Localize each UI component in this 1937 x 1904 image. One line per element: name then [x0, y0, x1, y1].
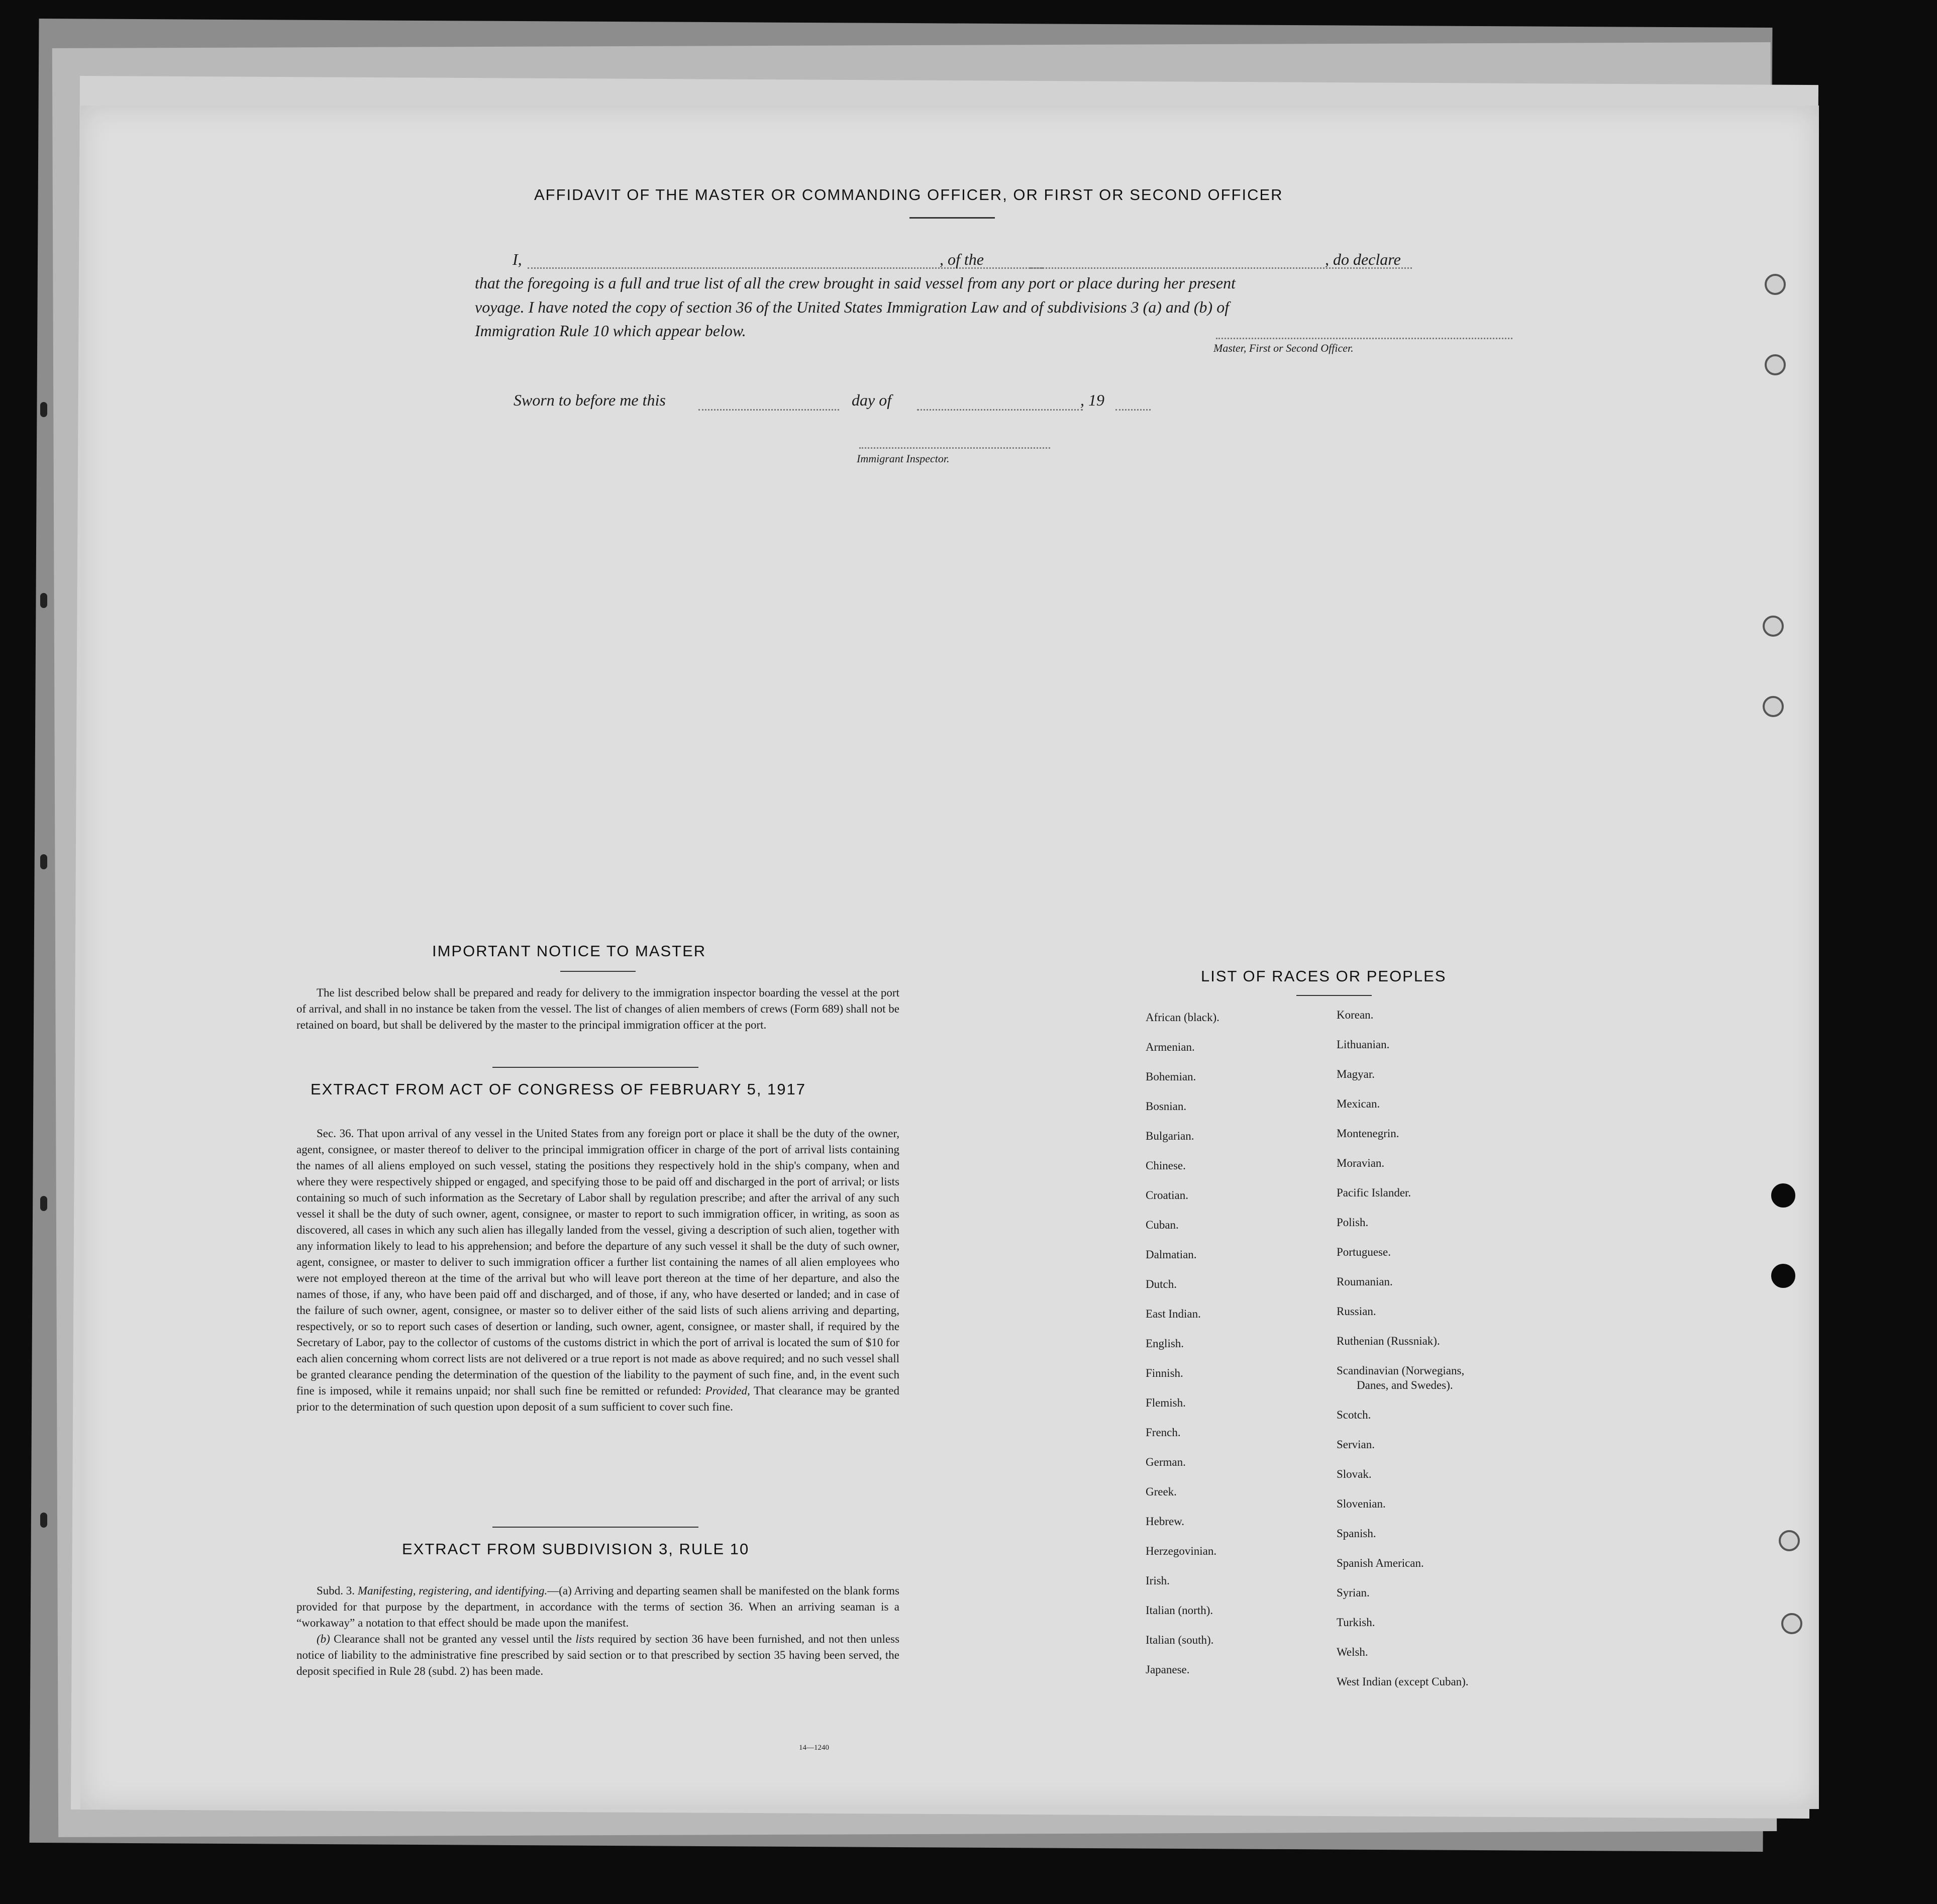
race-item: Spanish American.: [1337, 1557, 1424, 1569]
race-item: Dalmatian.: [1146, 1248, 1197, 1261]
rule-b-lists: lists: [575, 1633, 594, 1645]
affidavit-i-label: I,: [513, 250, 522, 268]
title-rule: [909, 217, 995, 219]
race-item: Italian (south).: [1146, 1634, 1214, 1646]
race-item: Portuguese.: [1337, 1246, 1391, 1258]
notice-rule: [560, 971, 636, 972]
signature-caption: Master, First or Second Officer.: [1213, 342, 1354, 354]
race-item: Polish.: [1337, 1216, 1369, 1229]
sec-body-end: That clearance may be granted prior to the determination of such question upon deposit of a sum sufficient to cover such fine.: [296, 1384, 900, 1413]
affidavit-title: AFFIDAVIT OF THE MASTER OR COMMANDING OFFICER, OR FIRST OR SECOND OFFICER: [534, 186, 1283, 204]
race-item: African (black).: [1146, 1011, 1219, 1024]
race-item: Cuban.: [1146, 1219, 1179, 1231]
race-item: Danes, and Swedes).: [1357, 1379, 1453, 1391]
rule-b-body-1: Clearance shall not be granted any vessel until the: [334, 1633, 572, 1645]
extract-act-text: [296, 1126, 899, 1415]
race-item: Lithuanian.: [1337, 1038, 1390, 1051]
race-item: German.: [1146, 1456, 1186, 1468]
binding-mark: [40, 854, 47, 869]
race-item: Roumanian.: [1337, 1275, 1393, 1288]
race-item: Russian.: [1337, 1305, 1376, 1318]
race-item: Korean.: [1337, 1009, 1374, 1021]
races-rule: [1296, 995, 1372, 996]
race-item: Montenegrin.: [1337, 1127, 1399, 1140]
races-left-column: [1146, 1003, 1219, 1684]
rule-b-label: (b): [317, 1633, 330, 1645]
race-item: Bulgarian.: [1146, 1130, 1194, 1142]
race-item: Bosnian.: [1146, 1100, 1187, 1113]
sworn-day-field[interactable]: [698, 409, 839, 411]
day-of-label: day of: [852, 391, 892, 409]
affidavit-line-2: that the foregoing is a full and true list of all the crew brought in said vessel from any port or place during her present: [475, 274, 1236, 292]
form-number: 14—1240: [799, 1744, 829, 1752]
race-item: Armenian.: [1146, 1041, 1195, 1053]
punch-hole: [1765, 274, 1786, 295]
race-item: Croatian.: [1146, 1189, 1188, 1201]
punch-hole: [1771, 1183, 1795, 1208]
notice-title: IMPORTANT NOTICE TO MASTER: [432, 942, 706, 960]
race-item: Ruthenian (Russniak).: [1337, 1335, 1440, 1347]
race-item: Scotch.: [1337, 1409, 1371, 1421]
extract-rule-title: EXTRACT FROM SUBDIVISION 3, RULE 10: [402, 1540, 750, 1558]
affidavit-line-3: voyage. I have noted the copy of section 36 of the United States Immigration Law and of subdivisions 3 (a) and (b) of: [475, 298, 1230, 316]
race-item: English.: [1146, 1337, 1184, 1350]
race-item: Chinese.: [1146, 1159, 1186, 1172]
race-item: Slovak.: [1337, 1468, 1372, 1480]
sworn-year-field[interactable]: [1115, 409, 1151, 411]
race-item: Italian (north).: [1146, 1604, 1213, 1617]
race-item: Flemish.: [1146, 1396, 1186, 1409]
races-title: LIST OF RACES OR PEOPLES: [1201, 967, 1447, 985]
punch-hole: [1771, 1264, 1795, 1288]
race-item: Magyar.: [1337, 1068, 1375, 1080]
affidavit-of-the-label: , of the: [940, 250, 984, 268]
notice-paragraph: The list described below shall be prepared and ready for delivery to the immigration inspector boarding the vessel at the port of arrival, and shall in no instance be taken from the vessel. The list of changes of alien members of crews (Form 689) shall not be retained on board, but shall be delivered by the master to the principal immigration officer at the port.: [296, 986, 899, 1031]
race-item: Welsh.: [1337, 1646, 1368, 1658]
race-item: Finnish.: [1146, 1367, 1183, 1379]
races-right-column: [1337, 1000, 1469, 1696]
provided-label: Provided,: [705, 1384, 750, 1397]
punch-hole: [1763, 616, 1784, 637]
punch-hole: [1779, 1530, 1800, 1551]
section-36-paragraph: [296, 1126, 899, 1415]
race-item: Syrian.: [1337, 1586, 1370, 1599]
punch-hole: [1781, 1613, 1802, 1634]
race-item: Hebrew.: [1146, 1515, 1185, 1528]
binding-mark: [40, 1196, 47, 1211]
rule-b-body-2: required by section 36 have been furnished, and not then unless notice of liability to the administrative fine prescribed by said section or to that prescribed by section 35 having been served, the deposit specified in Rule 28 (subd. 2) has been made.: [296, 1633, 900, 1677]
race-item: Scandinavian (Norwegians,: [1337, 1364, 1465, 1377]
punch-hole: [1765, 354, 1786, 375]
sec-body: That upon arrival of any vessel in the United States from any foreign port or place it shall be the duty of the owner, agent, consignee, or master thereof to deliver to the principal immigration officer in charge of the port of arrival lists containing the names of all aliens employed on such vessel, stating the positions they respectively hold in the ship's company, when and where they were respectively shipped or engaged, and specifying those to be paid off and discharged in the port of arrival; or lists containing so much of such information as the Secretary of Labor shall by regulation prescribe; and after the arrival of any such vessel it shall be the duty of such owner, agent, consignee, or master to report to such immigration officer, in writing, as soon as discovered, all cases in which any such alien has illegally landed from the vessel, giving a description of such alien, together with any information likely to lead to his apprehension; and before the departure of any such vessel it shall be the duty of such owner, agent, consignee, or master to deliver to such immigration officer a further list containing the names of all alien employees who were not employed thereon at the time of the arrival but who will leave port thereon at the time of her departure, and also the names of those, if any, who have been paid off and discharged, and of those, if any, who have deserted or landed; and in case of the failure of such owner, agent, consignee, or master so to deliver either of the said lists of such aliens arriving and departing, respectively, or so to report such cases of desertion or landing, such owner, agent, consignee, or master shall, if required by the Secretary of Labor, pay to the collector of customs of the customs district in which the port of arrival is located the sum of $10 for each alien concerning whom correct lists are not delivered or a true report is not made as above required; and no such vessel shall be granted clearance pending the determination of the question of the liability to the payment of such fine, and, in the event such fine is imposed, while it remains unpaid; nor shall such fine be remitted or refunded:: [296, 1127, 899, 1397]
race-item: Servian.: [1337, 1438, 1375, 1451]
affidavit-line-4: Immigration Rule 10 which appear below.: [475, 322, 746, 340]
race-item: Spanish.: [1337, 1527, 1376, 1540]
race-item: Moravian.: [1337, 1157, 1385, 1169]
extract-rule-text: [296, 1583, 899, 1679]
affidavit-declare-label: , do declare: [1325, 250, 1401, 268]
race-item: Turkish.: [1337, 1616, 1375, 1629]
extract-act-title: EXTRACT FROM ACT OF CONGRESS OF FEBRUARY 5, 1917: [311, 1080, 806, 1098]
race-item: West Indian (except Cuban).: [1337, 1675, 1469, 1688]
rule-paragraph-a: [296, 1583, 899, 1631]
punch-hole: [1763, 696, 1784, 717]
signature-blank-field[interactable]: [1216, 338, 1512, 339]
sworn-month-field[interactable]: [917, 409, 1083, 411]
race-item: Herzegovinian.: [1146, 1545, 1217, 1557]
inspector-caption: Immigrant Inspector.: [857, 452, 950, 465]
sworn-label: Sworn to before me this: [514, 391, 666, 409]
race-item: Irish.: [1146, 1574, 1170, 1587]
year-label: , 19: [1080, 391, 1104, 409]
form-page: [80, 106, 1819, 1809]
binding-mark: [40, 1513, 47, 1528]
binding-mark: [40, 402, 47, 417]
race-item: Greek.: [1146, 1485, 1177, 1498]
race-item: Japanese.: [1146, 1663, 1190, 1676]
rule-a-body: —(a) Arriving and departing seamen shall be manifested on the blank forms provided for that purpose by the department, in accordance with the terms of section 36. When an arriving seaman is a “workaway” a notation to that effect should be made upon the manifest.: [296, 1584, 899, 1629]
subd-heading: Manifesting, registering, and identifying.: [357, 1584, 548, 1597]
race-item: Pacific Islander.: [1337, 1186, 1411, 1199]
sec-label: Sec. 36.: [317, 1127, 354, 1140]
notice-text: [296, 985, 899, 1033]
race-item: Slovenian.: [1337, 1497, 1386, 1510]
inspector-signature-field[interactable]: [859, 447, 1050, 449]
rule-paragraph-b: [296, 1631, 899, 1679]
section-rule: [492, 1067, 698, 1068]
binding-mark: [40, 593, 47, 608]
subd-label: Subd. 3.: [317, 1584, 355, 1597]
section-rule: [492, 1527, 698, 1528]
race-item: East Indian.: [1146, 1308, 1201, 1320]
race-item: Bohemian.: [1146, 1070, 1196, 1083]
race-item: French.: [1146, 1426, 1181, 1439]
race-item: Mexican.: [1337, 1097, 1380, 1110]
race-item: Dutch.: [1146, 1278, 1177, 1290]
